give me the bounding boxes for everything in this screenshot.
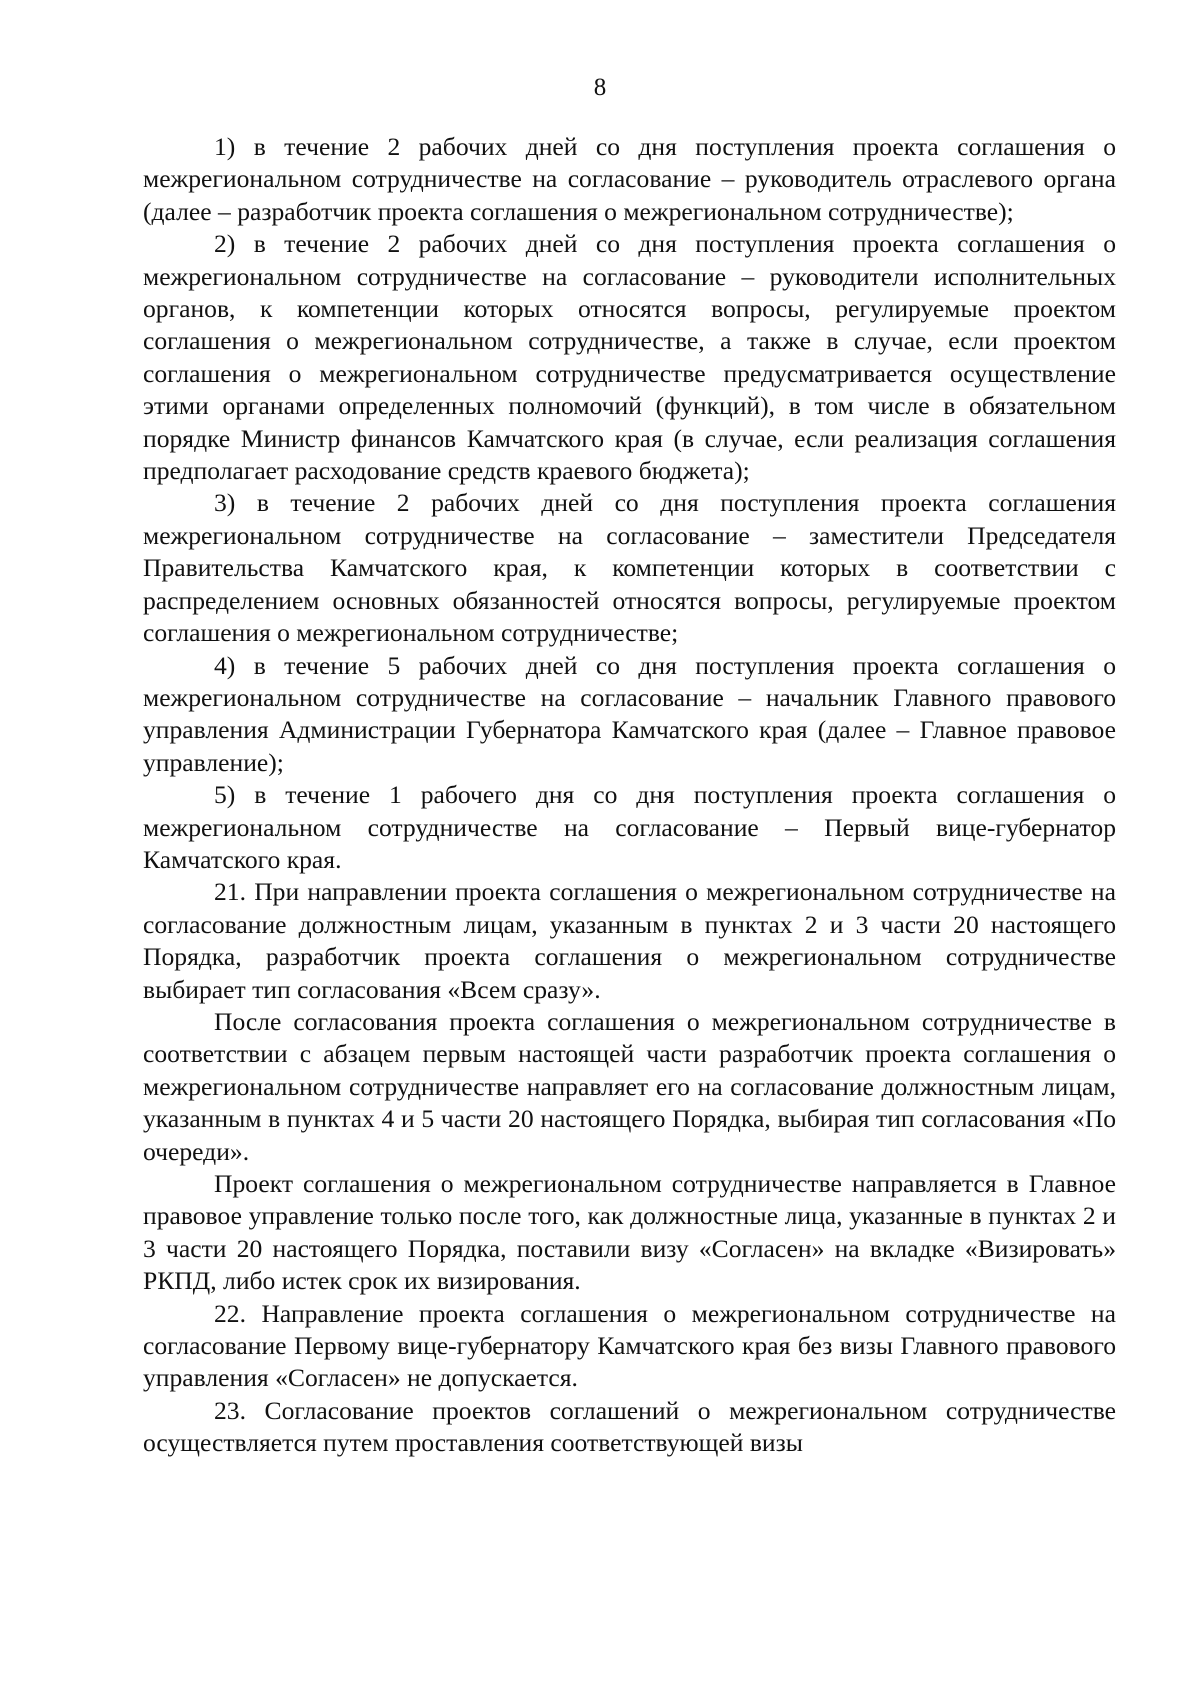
paragraph-section-21-after-approval: После согласования проекта соглашения о межрегиональном сотрудничестве в соответствии с абзацем первым настоящей части разработчик проекта соглашения о межрегиональном сотрудничестве направляет его на согласование должностным лицам, указанным в пунктах 4 и 5 части 20 настоящего Порядка, выбирая тип согласования «По очереди». (143, 1006, 1116, 1166)
paragraph-item-1: 1) в течение 2 рабочих дней со дня поступления проекта соглашения о межрегиональном сотрудничестве на согласование – руководитель отраслевого органа (далее – разработчик проекта соглашения о межрегиональном сотрудничестве); (143, 132, 1116, 226)
document-body (143, 131, 1116, 1460)
paragraph-section-21: 21. При направлении проекта соглашения о межрегиональном сотрудничестве на согласование должностным лицам, указанным в пунктах 2 и 3 части 20 настоящего Порядка, разработчик проекта соглашения о межрегиональном сотрудничестве выбирает тип согласования «Всем сразу». (143, 877, 1116, 1004)
page-number: 8 (593, 74, 607, 101)
paragraph-section-23: 23. Согласование проектов соглашений о межрегиональном сотрудничестве осуществляется путем проставления соответствующей визы (143, 1395, 1116, 1458)
paragraph-item-3: 3) в течение 2 рабочих дней со дня поступления проекта соглашения межрегиональном сотрудничестве на согласование – заместители Председателя Правительства Камчатского края, к компетенции которых в соответствии с распределением основных обязанностей относятся вопросы, регулируемые проектом соглашения о межрегиональном сотрудничестве; (143, 488, 1116, 648)
paragraph-item-5: 5) в течение 1 рабочего дня со дня поступления проекта соглашения о межрегиональном сотрудничестве на согласование – Первый вице-губернатор Камчатского края. (143, 780, 1116, 874)
paragraph-item-4: 4) в течение 5 рабочих дней со дня поступления проекта соглашения о межрегиональном сотрудничестве на согласование – начальник Главного правового управления Администрации Губернатора Камчатского края (далее – Главное правовое управление); (143, 650, 1116, 777)
paragraph-section-21-legal-review: Проект соглашения о межрегиональном сотрудничестве направляется в Главное правовое управление только после того, как должностные лица, указанные в пунктах 2 и 3 части 20 настоящего Порядка, поставили визу «Согласен» на вкладке «Визировать» РКПД, либо истек срок их визирования. (143, 1169, 1116, 1296)
paragraph-item-2: 2) в течение 2 рабочих дней со дня поступления проекта соглашения о межрегиональном сотрудничестве на согласование – руководители исполнительных органов, к компетенции которых относятся вопросы, регулируемые проектом соглашения о межрегиональном сотрудничестве, а также в случае, если проектом соглашения о межрегиональном сотрудничестве предусматривается осуществление этими органами определенных полномочий (функций), в том числе в обязательном порядке Министр финансов Камчатского края (в случае, если реализация соглашения предполагает расходование средств краевого бюджета); (143, 229, 1116, 486)
paragraph-section-22: 22. Направление проекта соглашения о межрегиональном сотрудничестве на согласование Первому вице-губернатору Камчатского края без визы Главного правового управления «Согласен» не допускается. (143, 1298, 1116, 1393)
